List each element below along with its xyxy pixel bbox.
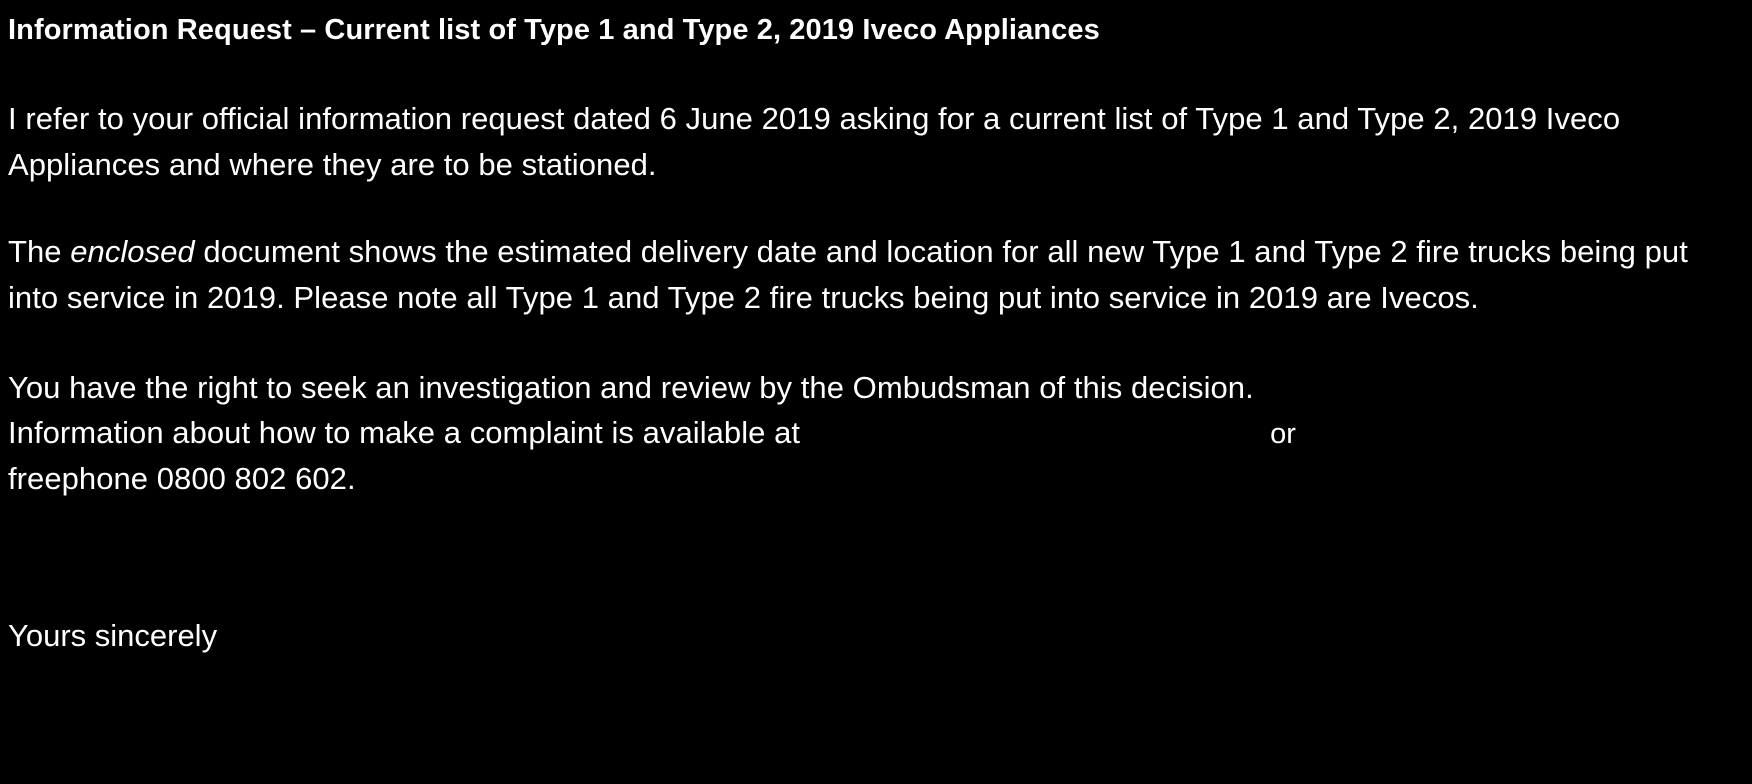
ombudsman-line-2-trailing: or (1270, 418, 1296, 451)
spacer (8, 48, 1734, 96)
paragraph-enclosed-emphasis: enclosed (70, 234, 195, 270)
redaction-block (800, 442, 1270, 443)
document-title: Information Request – Current list of Type 1 and Type 2, 2019 Iveco Appliances (8, 14, 1100, 46)
spacer (8, 501, 1734, 613)
paragraph-enclosed (8, 229, 1734, 320)
ombudsman-line-2-text: Information about how to make a complaint is available at (8, 415, 801, 451)
paragraph-enclosed-rest: document shows the estimated delivery date and location for all new Type 1 and Type 2 fire trucks being put into service in 2019. Please note all Type 1 and Type 2 fire trucks being put into service in 2019 are Ivecos. (8, 234, 1688, 315)
spacer (8, 321, 1734, 365)
ombudsman-line-3: freephone 0800 802 602. (8, 460, 356, 496)
signoff: Yours sincerely (8, 618, 218, 654)
spacer (8, 187, 1734, 229)
ombudsman-line-1: You have the right to seek an investigation and review by the Ombudsman of this decision. (8, 369, 1254, 405)
paragraph-enclosed-lead: The (8, 234, 71, 270)
paragraph-reference: I refer to your official information request dated 6 June 2019 asking for a current list of Type 1 and Type 2, 2019 Iveco Appliances and where they are to be stationed. (8, 101, 1621, 182)
paragraph-ombudsman (8, 365, 1734, 502)
ombudsman-line-2 (8, 410, 1734, 456)
